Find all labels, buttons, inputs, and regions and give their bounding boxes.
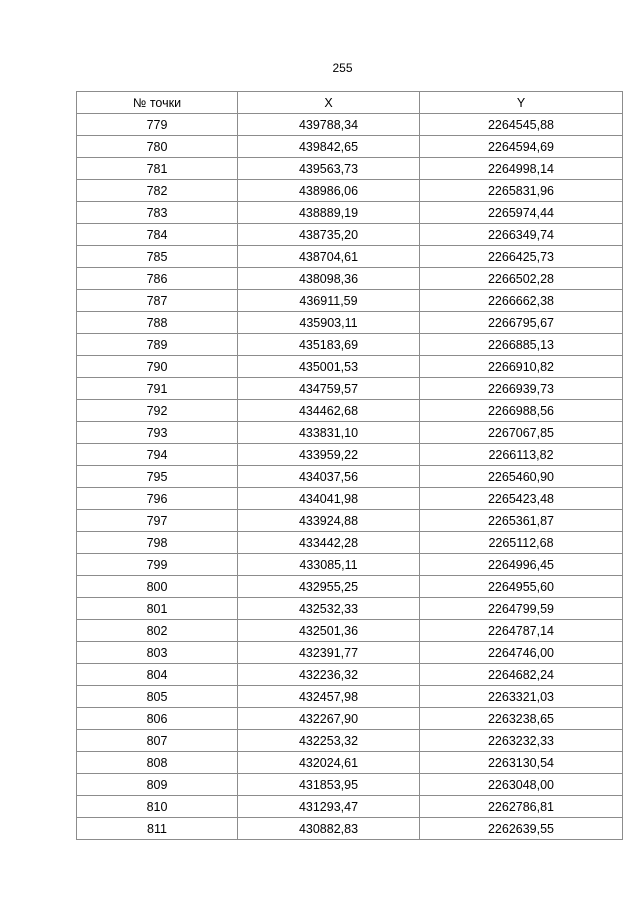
table-row bbox=[77, 598, 623, 620]
point-number-cell: 782 bbox=[77, 180, 238, 202]
point-number-cell: 804 bbox=[77, 664, 238, 686]
y-cell: 2262786,81 bbox=[420, 796, 623, 818]
point-number-cell: 809 bbox=[77, 774, 238, 796]
point-number-cell: 781 bbox=[77, 158, 238, 180]
table-row bbox=[77, 488, 623, 510]
y-cell: 2266988,56 bbox=[420, 400, 623, 422]
y-cell: 2263048,00 bbox=[420, 774, 623, 796]
y-cell: 2264955,60 bbox=[420, 576, 623, 598]
y-cell: 2266885,13 bbox=[420, 334, 623, 356]
table-row bbox=[77, 136, 623, 158]
x-cell: 433924,88 bbox=[238, 510, 420, 532]
page-number: 255 bbox=[332, 61, 353, 75]
table-row bbox=[77, 620, 623, 642]
point-number-cell: 794 bbox=[77, 444, 238, 466]
point-number-cell: 791 bbox=[77, 378, 238, 400]
table-row bbox=[77, 510, 623, 532]
point-number-cell: 779 bbox=[77, 114, 238, 136]
point-number-cell: 795 bbox=[77, 466, 238, 488]
table-row bbox=[77, 554, 623, 576]
x-cell: 432024,61 bbox=[238, 752, 420, 774]
coordinates-table bbox=[76, 91, 623, 840]
y-cell: 2264996,45 bbox=[420, 554, 623, 576]
table-row bbox=[77, 290, 623, 312]
table-row bbox=[77, 268, 623, 290]
table-row bbox=[77, 246, 623, 268]
y-cell: 2267067,85 bbox=[420, 422, 623, 444]
point-number-cell: 790 bbox=[77, 356, 238, 378]
x-cell: 439563,73 bbox=[238, 158, 420, 180]
table-row bbox=[77, 378, 623, 400]
y-cell: 2264682,24 bbox=[420, 664, 623, 686]
table-row bbox=[77, 202, 623, 224]
table-row bbox=[77, 796, 623, 818]
x-cell: 431853,95 bbox=[238, 774, 420, 796]
table-row bbox=[77, 422, 623, 444]
table-row bbox=[77, 642, 623, 664]
point-number-cell: 797 bbox=[77, 510, 238, 532]
x-cell: 434759,57 bbox=[238, 378, 420, 400]
y-cell: 2266662,38 bbox=[420, 290, 623, 312]
table-row bbox=[77, 532, 623, 554]
table-row bbox=[77, 400, 623, 422]
x-cell: 434037,56 bbox=[238, 466, 420, 488]
point-number-cell: 788 bbox=[77, 312, 238, 334]
x-cell: 431293,47 bbox=[238, 796, 420, 818]
y-cell: 2266113,82 bbox=[420, 444, 623, 466]
header-y: Y bbox=[420, 92, 623, 114]
y-cell: 2263130,54 bbox=[420, 752, 623, 774]
x-cell: 433959,22 bbox=[238, 444, 420, 466]
y-cell: 2266425,73 bbox=[420, 246, 623, 268]
x-cell: 430882,83 bbox=[238, 818, 420, 840]
x-cell: 433442,28 bbox=[238, 532, 420, 554]
table-row bbox=[77, 752, 623, 774]
point-number-cell: 789 bbox=[77, 334, 238, 356]
y-cell: 2265460,90 bbox=[420, 466, 623, 488]
table-row bbox=[77, 334, 623, 356]
point-number-cell: 811 bbox=[77, 818, 238, 840]
point-number-cell: 786 bbox=[77, 268, 238, 290]
point-number-cell: 780 bbox=[77, 136, 238, 158]
table-row bbox=[77, 114, 623, 136]
table-row bbox=[77, 708, 623, 730]
x-cell: 434041,98 bbox=[238, 488, 420, 510]
x-cell: 432267,90 bbox=[238, 708, 420, 730]
x-cell: 433085,11 bbox=[238, 554, 420, 576]
table-row bbox=[77, 224, 623, 246]
table-row bbox=[77, 818, 623, 840]
point-number-cell: 798 bbox=[77, 532, 238, 554]
x-cell: 432457,98 bbox=[238, 686, 420, 708]
y-cell: 2263321,03 bbox=[420, 686, 623, 708]
x-cell: 439788,34 bbox=[238, 114, 420, 136]
point-number-cell: 787 bbox=[77, 290, 238, 312]
y-cell: 2265831,96 bbox=[420, 180, 623, 202]
header-point-number: № точки bbox=[77, 92, 238, 114]
y-cell: 2264787,14 bbox=[420, 620, 623, 642]
y-cell: 2264594,69 bbox=[420, 136, 623, 158]
table-row bbox=[77, 180, 623, 202]
x-cell: 435001,53 bbox=[238, 356, 420, 378]
x-cell: 432532,33 bbox=[238, 598, 420, 620]
y-cell: 2264799,59 bbox=[420, 598, 623, 620]
x-cell: 436911,59 bbox=[238, 290, 420, 312]
point-number-cell: 792 bbox=[77, 400, 238, 422]
point-number-cell: 803 bbox=[77, 642, 238, 664]
y-cell: 2263232,33 bbox=[420, 730, 623, 752]
x-cell: 432391,77 bbox=[238, 642, 420, 664]
table-row bbox=[77, 466, 623, 488]
point-number-cell: 801 bbox=[77, 598, 238, 620]
table-row bbox=[77, 730, 623, 752]
x-cell: 438098,36 bbox=[238, 268, 420, 290]
y-cell: 2266939,73 bbox=[420, 378, 623, 400]
point-number-cell: 807 bbox=[77, 730, 238, 752]
y-cell: 2263238,65 bbox=[420, 708, 623, 730]
x-cell: 434462,68 bbox=[238, 400, 420, 422]
point-number-cell: 796 bbox=[77, 488, 238, 510]
x-cell: 439842,65 bbox=[238, 136, 420, 158]
y-cell: 2265361,87 bbox=[420, 510, 623, 532]
point-number-cell: 799 bbox=[77, 554, 238, 576]
point-number-cell: 785 bbox=[77, 246, 238, 268]
x-cell: 432236,32 bbox=[238, 664, 420, 686]
x-cell: 432253,32 bbox=[238, 730, 420, 752]
point-number-cell: 783 bbox=[77, 202, 238, 224]
x-cell: 438889,19 bbox=[238, 202, 420, 224]
x-cell: 435903,11 bbox=[238, 312, 420, 334]
x-cell: 435183,69 bbox=[238, 334, 420, 356]
point-number-cell: 806 bbox=[77, 708, 238, 730]
point-number-cell: 793 bbox=[77, 422, 238, 444]
x-cell: 438986,06 bbox=[238, 180, 420, 202]
x-cell: 433831,10 bbox=[238, 422, 420, 444]
x-cell: 438704,61 bbox=[238, 246, 420, 268]
point-number-cell: 808 bbox=[77, 752, 238, 774]
table-header-row bbox=[77, 92, 623, 114]
y-cell: 2264545,88 bbox=[420, 114, 623, 136]
x-cell: 432501,36 bbox=[238, 620, 420, 642]
y-cell: 2266910,82 bbox=[420, 356, 623, 378]
table-row bbox=[77, 774, 623, 796]
table-row bbox=[77, 444, 623, 466]
header-x: X bbox=[238, 92, 420, 114]
y-cell: 2264998,14 bbox=[420, 158, 623, 180]
y-cell: 2265974,44 bbox=[420, 202, 623, 224]
table-row bbox=[77, 312, 623, 334]
y-cell: 2264746,00 bbox=[420, 642, 623, 664]
y-cell: 2265112,68 bbox=[420, 532, 623, 554]
y-cell: 2265423,48 bbox=[420, 488, 623, 510]
point-number-cell: 784 bbox=[77, 224, 238, 246]
x-cell: 438735,20 bbox=[238, 224, 420, 246]
y-cell: 2266349,74 bbox=[420, 224, 623, 246]
y-cell: 2266502,28 bbox=[420, 268, 623, 290]
table-body bbox=[77, 114, 623, 840]
y-cell: 2262639,55 bbox=[420, 818, 623, 840]
x-cell: 432955,25 bbox=[238, 576, 420, 598]
table-row bbox=[77, 158, 623, 180]
point-number-cell: 800 bbox=[77, 576, 238, 598]
point-number-cell: 810 bbox=[77, 796, 238, 818]
table-row bbox=[77, 664, 623, 686]
table-row bbox=[77, 686, 623, 708]
table-row bbox=[77, 356, 623, 378]
point-number-cell: 802 bbox=[77, 620, 238, 642]
point-number-cell: 805 bbox=[77, 686, 238, 708]
table-row bbox=[77, 576, 623, 598]
y-cell: 2266795,67 bbox=[420, 312, 623, 334]
